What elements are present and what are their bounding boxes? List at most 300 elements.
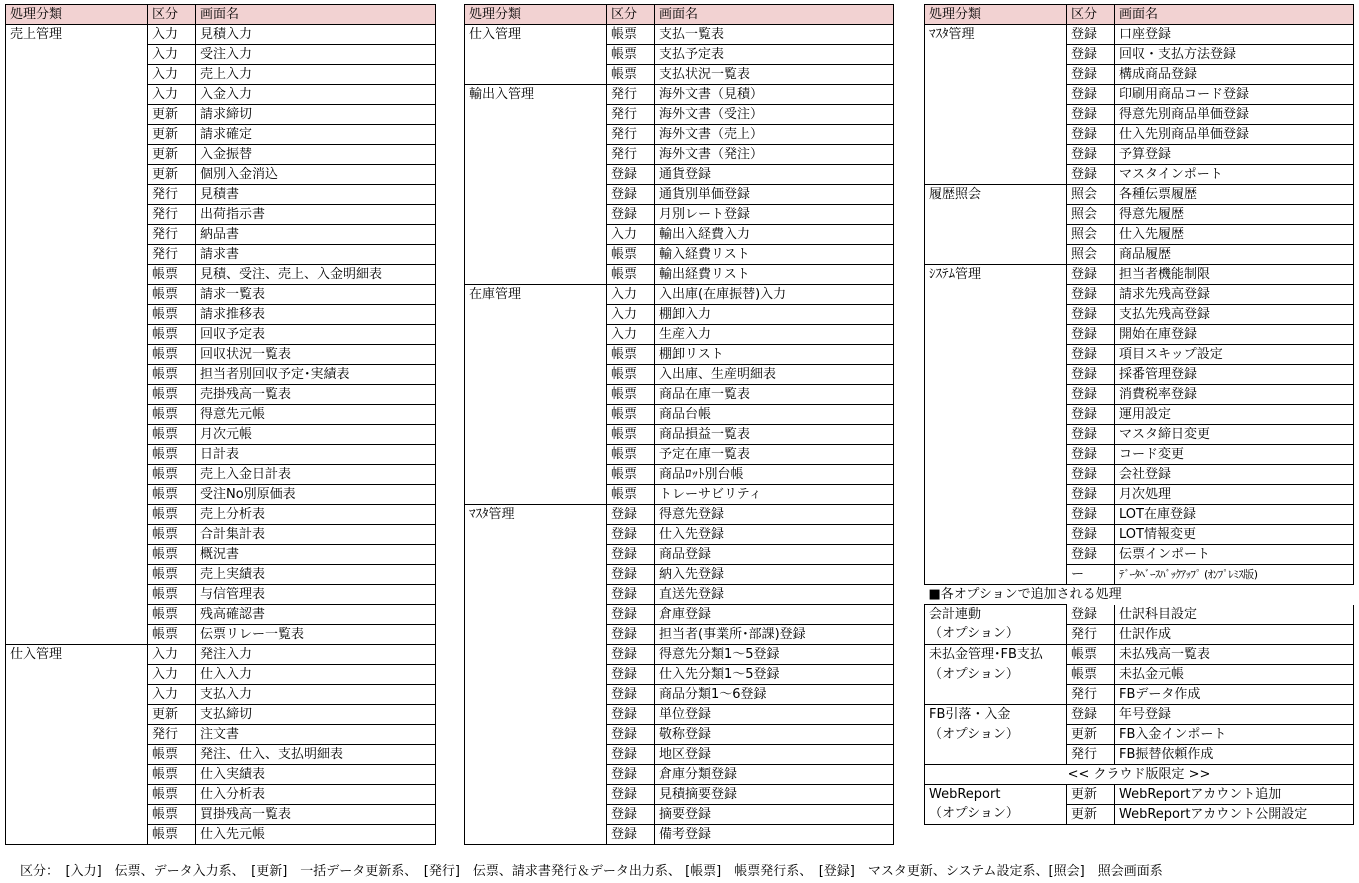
table-row (6, 785, 436, 805)
screen-name-cell: トレーサビリティ (655, 485, 894, 505)
kubun-cell: 入力 (148, 65, 196, 85)
category-cell (925, 465, 1067, 485)
screen-name-cell: 請求書 (196, 245, 436, 265)
screen-name-cell: 倉庫分類登録 (655, 765, 894, 785)
kubun-cell: 帳票 (1067, 644, 1115, 664)
options-section-title: ■各オプションで追加される処理 (928, 587, 1122, 602)
table-row (925, 105, 1354, 125)
category-cell (6, 525, 148, 545)
category-cell (6, 45, 148, 65)
category-cell (465, 525, 607, 545)
table-row (6, 85, 436, 105)
category-cell (465, 365, 607, 385)
table-row (925, 85, 1354, 105)
kubun-cell: 帳票 (607, 465, 655, 485)
kubun-cell: 帳票 (607, 385, 655, 405)
screen-name-cell: 仕入分析表 (196, 785, 436, 805)
kubun-cell: 登録 (1067, 405, 1115, 425)
kubun-cell: 登録 (607, 505, 655, 525)
kubun-cell: 帳票 (607, 25, 655, 45)
screen-name-cell: 各種伝票履歴 (1115, 185, 1354, 205)
category-cell (925, 505, 1067, 525)
table-row (6, 485, 436, 505)
kubun-cell: 登録 (607, 545, 655, 565)
screen-name-cell: 輸出入経費入力 (655, 225, 894, 245)
table-row (6, 405, 436, 425)
table-row (6, 585, 436, 605)
table-row (6, 725, 436, 745)
category-cell (6, 425, 148, 445)
category-cell (925, 45, 1067, 65)
table-row (6, 425, 436, 445)
table-row (925, 465, 1354, 485)
table-row (465, 225, 894, 245)
screen-name-cell: 請求先残高登録 (1115, 285, 1354, 305)
kubun-cell: 登録 (607, 705, 655, 725)
category-cell (465, 585, 607, 605)
table-row (465, 445, 894, 465)
table-row (465, 685, 894, 705)
screen-name-cell: 与信管理表 (196, 585, 436, 605)
category-cell (6, 745, 148, 765)
kubun-cell: 発行 (148, 185, 196, 205)
category-cell (6, 445, 148, 465)
kubun-cell: 帳票 (148, 265, 196, 285)
category-cell (465, 665, 607, 685)
screen-name-cell: 通貨別単価登録 (655, 185, 894, 205)
screen-name-cell: 商品在庫一覧表 (655, 385, 894, 405)
screen-name-cell: 商品登録 (655, 545, 894, 565)
screen-name-cell: FB振替依頼作成 (1115, 744, 1354, 764)
table-row (465, 745, 894, 765)
table-row (6, 545, 436, 565)
kubun-cell: 登録 (607, 665, 655, 685)
screen-name-cell: 海外文書（発注） (655, 145, 894, 165)
kubun-cell: 登録 (1067, 605, 1115, 625)
option-category-cell: （オプション） (925, 804, 1067, 824)
table-row (465, 645, 894, 665)
screen-name-cell: 担当者(事業所･部課)登録 (655, 625, 894, 645)
kubun-cell: 登録 (1067, 425, 1115, 445)
table-row (6, 365, 436, 385)
option-category-cell (925, 744, 1067, 764)
category-cell (465, 385, 607, 405)
kubun-cell: 発行 (1067, 744, 1115, 764)
kubun-cell: 帳票 (607, 345, 655, 365)
kubun-cell: 帳票 (607, 485, 655, 505)
screen-name-cell: 売上入力 (196, 65, 436, 85)
category-cell (6, 565, 148, 585)
category-cell (925, 385, 1067, 405)
option-row (925, 724, 1354, 744)
kubun-cell: 照会 (1067, 205, 1115, 225)
table-row (465, 485, 894, 505)
kubun-cell: 登録 (1067, 525, 1115, 545)
kubun-cell: 発行 (1067, 624, 1115, 644)
kubun-cell: ー (1067, 565, 1115, 585)
cloud-only-row (925, 764, 1354, 784)
table-row (465, 165, 894, 185)
table-row (465, 805, 894, 825)
table-row (465, 585, 894, 605)
screen-name-cell: ﾃﾞｰﾀﾍﾞｰｽﾊﾞｯｸｱｯﾌﾟ (ｵﾝﾌﾟﾚﾐｽ版) (1115, 565, 1354, 585)
category-cell (465, 205, 607, 225)
option-category-cell: FB引落・入金 (925, 704, 1067, 724)
table-row (465, 545, 894, 565)
screen-name-cell: 採番管理登録 (1115, 365, 1354, 385)
category-cell (6, 625, 148, 645)
table-row (465, 385, 894, 405)
category-cell (6, 665, 148, 685)
screen-name-cell: 消費税率登録 (1115, 385, 1354, 405)
options-title-row (925, 585, 1354, 605)
category-cell (925, 165, 1067, 185)
legend-footer: 区分： [入力] 伝票、データ入力系、 [更新] 一括データ更新系、 [発行] 伝票、請求書発行＆データ出力系、 [帳票] 帳票発行系、 [登録] マスタ更新、システム設定系、[照会] 照会画面系 (20, 864, 1163, 879)
kubun-cell: 帳票 (1067, 664, 1115, 684)
kubun-cell: 帳票 (148, 585, 196, 605)
kubun-cell: 帳票 (148, 565, 196, 585)
kubun-cell: 帳票 (148, 385, 196, 405)
screen-name-cell: 請求確定 (196, 125, 436, 145)
screen-name-cell: マスタ締日変更 (1115, 425, 1354, 445)
option-category-cell: 会計連動 (925, 605, 1067, 625)
screen-name-cell: 商品履歴 (1115, 245, 1354, 265)
screen-name-cell: 商品ﾛｯﾄ別台帳 (655, 465, 894, 485)
kubun-cell: 帳票 (148, 785, 196, 805)
kubun-cell: 帳票 (148, 345, 196, 365)
kubun-cell: 登録 (1067, 325, 1115, 345)
screen-name-cell: 発注入力 (196, 645, 436, 665)
screen-name-cell: 仕訳科目設定 (1115, 605, 1354, 625)
category-cell (6, 165, 148, 185)
table-row (6, 65, 436, 85)
kubun-cell: 発行 (148, 245, 196, 265)
screen-name-cell: 請求一覧表 (196, 285, 436, 305)
category-cell (925, 145, 1067, 165)
category-cell (925, 405, 1067, 425)
category-cell (6, 605, 148, 625)
category-cell (465, 625, 607, 645)
category-cell (6, 85, 148, 105)
table-row (925, 345, 1354, 365)
table-row (925, 245, 1354, 265)
kubun-cell: 登録 (1067, 285, 1115, 305)
table-row (925, 505, 1354, 525)
table-row (465, 345, 894, 365)
category-cell: 履歴照会 (925, 185, 1067, 205)
category-cell (465, 605, 607, 625)
category-cell: 売上管理 (6, 25, 148, 45)
kubun-cell: 照会 (1067, 245, 1115, 265)
table-row (6, 205, 436, 225)
screen-name-cell: 出荷指示書 (196, 205, 436, 225)
screen-name-cell: 伝票インポート (1115, 545, 1354, 565)
screen-name-cell: 合計集計表 (196, 525, 436, 545)
kubun-cell: 発行 (607, 125, 655, 145)
option-category-cell: （オプション） (925, 624, 1067, 644)
table-row (465, 265, 894, 285)
table-row (925, 405, 1354, 425)
screen-name-cell: 開始在庫登録 (1115, 325, 1354, 345)
screen-name-cell: 売上実績表 (196, 565, 436, 585)
kubun-cell: 帳票 (148, 525, 196, 545)
kubun-cell: 登録 (607, 585, 655, 605)
kubun-cell: 登録 (607, 725, 655, 745)
screen-name-cell: 商品台帳 (655, 405, 894, 425)
table-row (925, 485, 1354, 505)
table-row (465, 245, 894, 265)
screen-name-cell: 敬称登録 (655, 725, 894, 745)
kubun-cell: 更新 (148, 145, 196, 165)
screen-name-cell: 海外文書（売上） (655, 125, 894, 145)
table-row (465, 65, 894, 85)
screen-name-cell: WebReportアカウント追加 (1115, 784, 1354, 804)
kubun-cell: 登録 (1067, 365, 1115, 385)
header-screen: 画面名 (196, 5, 436, 25)
option-row (925, 644, 1354, 664)
table-row (465, 605, 894, 625)
kubun-cell: 発行 (148, 225, 196, 245)
header-category: 処理分類 (925, 5, 1067, 25)
kubun-cell: 帳票 (148, 425, 196, 445)
process-table-middle (464, 4, 894, 845)
screen-name-cell: 地区登録 (655, 745, 894, 765)
kubun-cell: 登録 (1067, 265, 1115, 285)
kubun-cell: 登録 (607, 805, 655, 825)
screen-name-cell: 得意先別商品単価登録 (1115, 105, 1354, 125)
kubun-cell: 帳票 (148, 805, 196, 825)
table-row (465, 85, 894, 105)
screen-name-cell: 輸入経費リスト (655, 245, 894, 265)
table-row (925, 145, 1354, 165)
screen-name-cell: WebReportアカウント公開設定 (1115, 804, 1354, 824)
table-row (465, 565, 894, 585)
category-cell (6, 245, 148, 265)
screen-name-cell: 得意先元帳 (196, 405, 436, 425)
kubun-cell: 帳票 (148, 305, 196, 325)
kubun-cell: 入力 (607, 325, 655, 345)
category-cell (465, 485, 607, 505)
kubun-cell: 入力 (607, 285, 655, 305)
category-cell (465, 45, 607, 65)
kubun-cell: 更新 (148, 165, 196, 185)
kubun-cell: 登録 (1067, 385, 1115, 405)
category-cell (465, 185, 607, 205)
screen-name-cell: 入出庫(在庫振替)入力 (655, 285, 894, 305)
category-cell (465, 65, 607, 85)
category-cell (925, 445, 1067, 465)
kubun-cell: 発行 (607, 145, 655, 165)
category-cell (6, 545, 148, 565)
kubun-cell: 帳票 (607, 365, 655, 385)
kubun-cell: 入力 (607, 305, 655, 325)
kubun-cell: 帳票 (148, 505, 196, 525)
category-cell (6, 725, 148, 745)
table-row (465, 205, 894, 225)
header-kubun: 区分 (607, 5, 655, 25)
cloud-only-label: << クラウド版限定 >> (925, 764, 1354, 784)
table-row (6, 225, 436, 245)
category-cell (925, 85, 1067, 105)
header-kubun: 区分 (1067, 5, 1115, 25)
option-row (925, 744, 1354, 764)
table-row (6, 525, 436, 545)
table-row (6, 45, 436, 65)
kubun-cell: 帳票 (148, 825, 196, 845)
kubun-cell: 発行 (607, 85, 655, 105)
table-row (465, 145, 894, 165)
screen-name-cell: 担当者別回収予定･実績表 (196, 365, 436, 385)
category-cell (925, 205, 1067, 225)
table-row (465, 825, 894, 845)
category-cell (465, 785, 607, 805)
kubun-cell: 入力 (148, 45, 196, 65)
table-row (465, 365, 894, 385)
table-row (6, 745, 436, 765)
table-row (465, 765, 894, 785)
table-row (465, 785, 894, 805)
header-screen: 画面名 (655, 5, 894, 25)
header-category: 処理分類 (6, 5, 148, 25)
table-row (925, 125, 1354, 145)
header-screen: 画面名 (1115, 5, 1354, 25)
screen-name-cell: LOT情報変更 (1115, 525, 1354, 545)
category-cell (465, 745, 607, 765)
screen-name-cell: 仕入実績表 (196, 765, 436, 785)
table-row (465, 425, 894, 445)
screen-name-cell: 請求締切 (196, 105, 436, 125)
table-row (6, 465, 436, 485)
table-row (925, 525, 1354, 545)
table-row (925, 265, 1354, 285)
screen-name-cell: 生産入力 (655, 325, 894, 345)
screen-name-cell: 得意先分類1～5登録 (655, 645, 894, 665)
table-row (6, 565, 436, 585)
table-row (6, 825, 436, 845)
kubun-cell: 入力 (148, 685, 196, 705)
kubun-cell: 帳票 (607, 65, 655, 85)
kubun-cell: 登録 (607, 685, 655, 705)
table-row (925, 305, 1354, 325)
kubun-cell: 発行 (148, 205, 196, 225)
category-cell (465, 645, 607, 665)
screen-name-cell: 月次元帳 (196, 425, 436, 445)
table-row (465, 505, 894, 525)
screen-name-cell: FBデータ作成 (1115, 684, 1354, 704)
kubun-cell: 更新 (148, 105, 196, 125)
kubun-cell: 帳票 (148, 405, 196, 425)
screen-name-cell: 入金振替 (196, 145, 436, 165)
kubun-cell: 登録 (607, 785, 655, 805)
table-row (6, 665, 436, 685)
category-cell (6, 685, 148, 705)
screen-name-cell: 概況書 (196, 545, 436, 565)
table-row (465, 285, 894, 305)
category-cell: 在庫管理 (465, 285, 607, 305)
screen-name-cell: 買掛残高一覧表 (196, 805, 436, 825)
screen-name-cell: 備考登録 (655, 825, 894, 845)
category-cell (465, 405, 607, 425)
screen-name-cell: 納品書 (196, 225, 436, 245)
table-row (6, 505, 436, 525)
kubun-cell: 帳票 (148, 745, 196, 765)
screen-name-cell: 支払入力 (196, 685, 436, 705)
table-row (925, 565, 1354, 585)
kubun-cell: 登録 (1067, 105, 1115, 125)
table-row (6, 445, 436, 465)
category-cell (6, 185, 148, 205)
category-cell (465, 825, 607, 845)
table-row (925, 165, 1354, 185)
category-cell (925, 305, 1067, 325)
category-cell (6, 585, 148, 605)
kubun-cell: 入力 (148, 25, 196, 45)
table-row (6, 345, 436, 365)
screen-name-cell: 入出庫、生産明細表 (655, 365, 894, 385)
category-cell (465, 725, 607, 745)
category-cell (465, 165, 607, 185)
table-row (465, 105, 894, 125)
kubun-cell: 登録 (607, 525, 655, 545)
screen-name-cell: LOT在庫登録 (1115, 505, 1354, 525)
category-cell (465, 805, 607, 825)
category-cell (6, 325, 148, 345)
table-row (6, 765, 436, 785)
table-row (465, 305, 894, 325)
table-row (925, 185, 1354, 205)
kubun-cell: 登録 (607, 645, 655, 665)
option-category-cell: WebReport (925, 784, 1067, 804)
screen-name-cell: 直送先登録 (655, 585, 894, 605)
category-cell (465, 705, 607, 725)
category-cell (465, 765, 607, 785)
kubun-cell: 登録 (1067, 165, 1115, 185)
kubun-cell: 帳票 (607, 45, 655, 65)
kubun-cell: 発行 (1067, 684, 1115, 704)
category-cell (6, 385, 148, 405)
table-row (465, 725, 894, 745)
screen-name-cell: 注文書 (196, 725, 436, 745)
category-cell (465, 685, 607, 705)
screen-name-cell: 予定在庫一覧表 (655, 445, 894, 465)
kubun-cell: 帳票 (148, 285, 196, 305)
category-cell (6, 305, 148, 325)
category-cell (925, 245, 1067, 265)
table-row (925, 545, 1354, 565)
screen-name-cell: 支払一覧表 (655, 25, 894, 45)
kubun-cell: 帳票 (148, 765, 196, 785)
option-row (925, 664, 1354, 684)
kubun-cell: 登録 (607, 605, 655, 625)
screen-name-cell: マスタインポート (1115, 165, 1354, 185)
kubun-cell: 帳票 (607, 445, 655, 465)
category-cell (6, 205, 148, 225)
kubun-cell: 登録 (1067, 445, 1115, 465)
kubun-cell: 入力 (148, 85, 196, 105)
kubun-cell: 登録 (607, 765, 655, 785)
kubun-cell: 更新 (148, 125, 196, 145)
screen-name-cell: 納入先登録 (655, 565, 894, 585)
kubun-cell: 帳票 (607, 265, 655, 285)
category-cell (925, 565, 1067, 585)
kubun-cell: 登録 (1067, 485, 1115, 505)
category-cell: ﾏｽﾀ管理 (465, 505, 607, 525)
category-cell: 仕入管理 (465, 25, 607, 45)
screen-name-cell: 月別レート登録 (655, 205, 894, 225)
category-cell (6, 485, 148, 505)
kubun-cell: 登録 (1067, 125, 1115, 145)
screen-name-cell: 未払金元帳 (1115, 664, 1354, 684)
